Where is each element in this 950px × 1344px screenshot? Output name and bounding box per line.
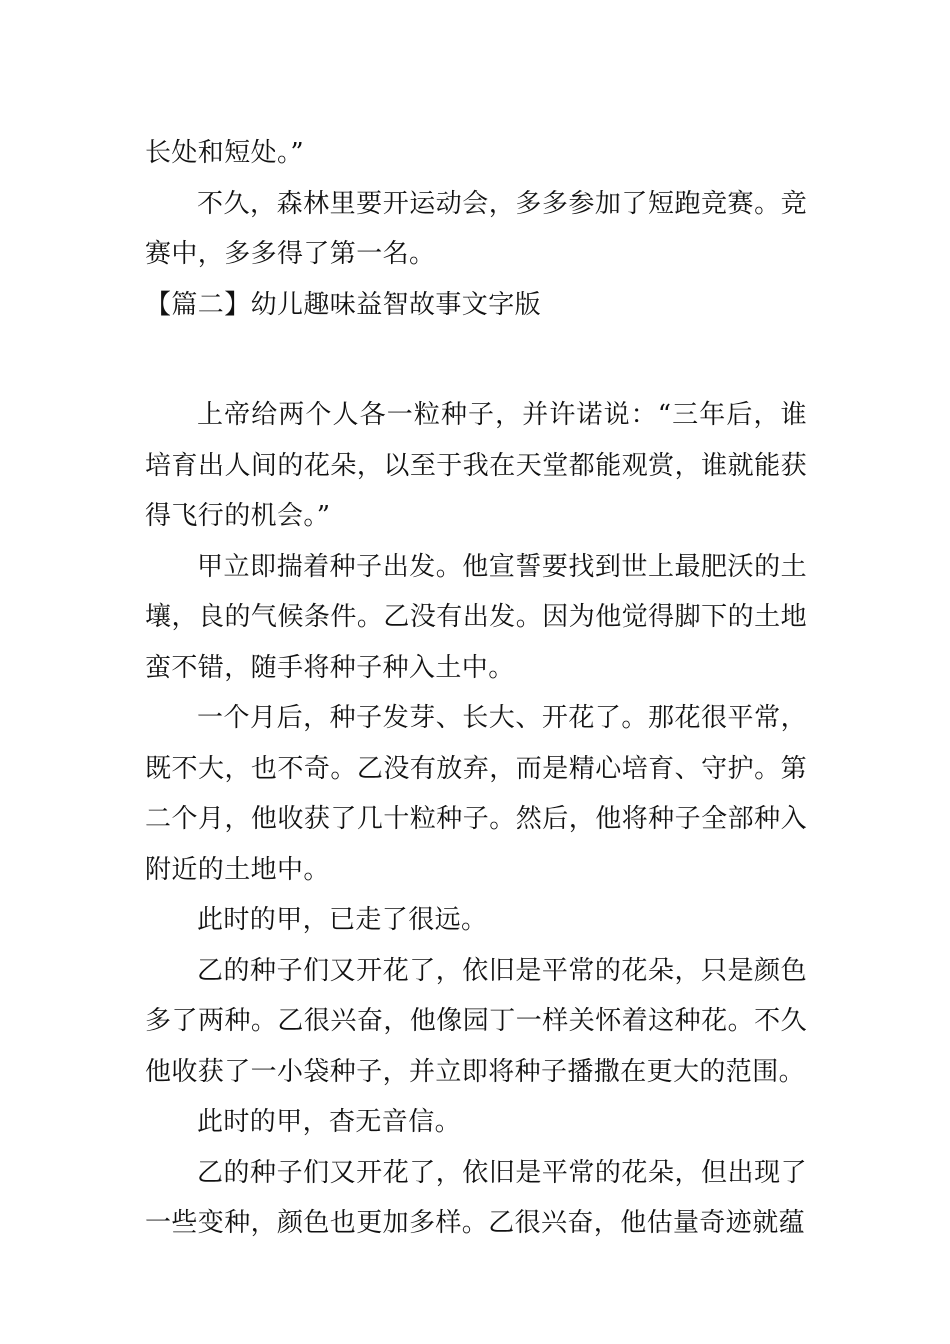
document-page — [145, 128, 807, 1249]
section-title: 【篇二】幼儿趣味益智故事文字版 — [145, 289, 542, 320]
paragraph-jia-far: 此时的甲，已走了很远。 — [197, 905, 488, 935]
paragraph-continuation: 长处和短处。” — [145, 138, 305, 168]
paragraph-sports-meet: 不久，森林里要开运动会，多多参加了短跑竞赛。竞赛中，多多得了第一名。 — [145, 188, 807, 269]
paragraph-god-seeds: 上帝给两个人各一粒种子，并许诺说：“三年后，谁培育出人间的花朵，以至于我在天堂都能观赏，谁就能获得飞行的机会。” — [145, 400, 807, 531]
paragraph-variants: 乙的种子们又开花了，依旧是平常的花朵，但出现了一些变种，颜色也更加多样。乙很兴奋，他估量奇迹就蕴 — [145, 1157, 807, 1238]
blank-line — [145, 330, 807, 390]
paragraph-one-month-later: 一个月后，种子发芽、长大、开花了。那花很平常，既不大，也不奇。乙没有放弃，而是精心培育、守护。第二个月，他收获了几十粒种子。然后，他将种子全部种入附近的土地中。 — [145, 703, 807, 885]
paragraph-yi-flowers-again: 乙的种子们又开花了，依旧是平常的花朵，只是颜色多了两种。乙很兴奋，他像园丁一样关怀着这种花。不久他收获了一小袋种子，并立即将种子播撒在更大的范围。 — [145, 955, 807, 1087]
paragraph-jia-no-news: 此时的甲，杳无音信。 — [197, 1107, 462, 1137]
paragraph-jia-departs: 甲立即揣着种子出发。他宣誓要找到世上最肥沃的土壤，良的气候条件。乙没有出发。因为他觉得脚下的土地蛮不错，随手将种子种入土中。 — [145, 551, 807, 683]
